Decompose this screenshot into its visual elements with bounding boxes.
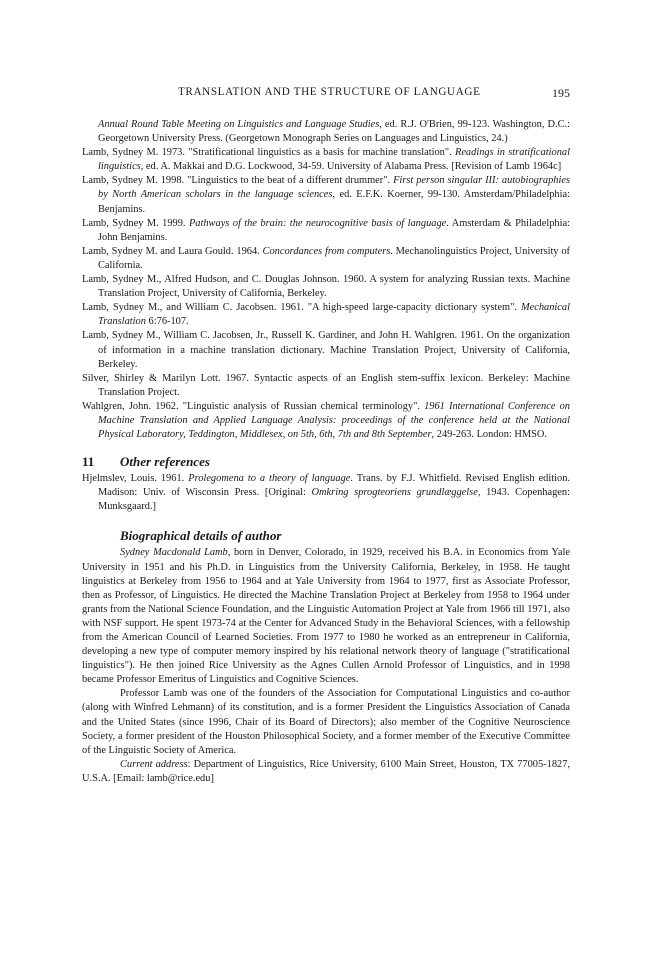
text-run: , ed. E.F.K. Koerner, 99-130. Amsterdam/Philadelphia: Benjamins.: [98, 189, 570, 215]
reference-entry: [82, 245, 570, 273]
page-number: 195: [552, 86, 570, 100]
text-run: Lamb, Sydney M. 1999.: [82, 217, 189, 229]
text-run: Professor Lamb was one of the founders of the Association for Computational Linguistics and co-author (along with Winfred Lehmann) of its constitution, and is a former President the Linguistics Association of Canada and the United States (since 1996, Chair of its Board of Directors); also member of the Cognitive Neuroscience Society, a former president of the Houston Philosophical Society, and a former member of the Executive Committee of the Linguistic Society of America.: [82, 688, 570, 756]
bio-paragraph: [82, 546, 570, 687]
section-heading-other-references: [82, 454, 570, 470]
text-run: Lamb, Sydney M., and William C. Jacobsen. 1961. "A high-speed large-capacity dictionary system".: [82, 302, 521, 314]
other-reference-list: [82, 472, 570, 514]
italic-text: First person singular III: autobiographies by North American scholars in the language sciences: [98, 175, 571, 201]
text-run: Lamb, Sydney M. 1998. "Linguistics to the beat of a different drummer".: [82, 175, 394, 187]
italic-text: Annual Round Table Meeting on Linguistics and Language Studies: [98, 119, 380, 130]
bio-paragraph: [82, 687, 570, 757]
running-head: [82, 86, 570, 108]
text-run: , ed. R.J. O'Brien, 99-123. Washington, D.C.: Georgetown University Press. (Georgetown Monograph Series on Languages and Linguistics, 24.): [98, 119, 570, 145]
italic-text: 1961 International Conference on Machine Translation and Applied Language Analysis: proceedings of the conference held at the National Physical Laboratory, Teddington, Middlesex, on 5th, 6th, 7th and 8th September: [98, 400, 570, 441]
text-run: Lamb, Sydney M. 1973. "Stratificational linguistics as a basis for machine translation".: [82, 147, 455, 159]
text-run: , ed. A. Makkai and D.G. Lockwood, 34-59. University of Alabama Press. [Revision of Lamb 1964c]: [140, 161, 562, 173]
italic-text: Sydney Macdonald Lamb: [120, 547, 228, 559]
italic-text: Current address: [120, 758, 188, 770]
text-run: . Trans. by F.J. Whitfield. Revised English edition. Madison: Univ. of Wisconsin Press. [Original:: [98, 473, 570, 499]
reference-entry: [82, 329, 570, 371]
bio-heading: Biographical details of author: [120, 528, 282, 544]
reference-list: [82, 118, 570, 442]
text-run: Lamb, Sydney M. and Laura Gould. 1964.: [82, 245, 263, 257]
section-number: 11: [82, 454, 95, 470]
reference-entry: [82, 372, 570, 400]
bio-paragraph: [82, 758, 570, 786]
text-run: Lamb, Sydney M., Alfred Hudson, and C. Douglas Johnson. 1960. A system for analyzing Russian texts. Machine Translation Project, University of California, Berkeley.: [82, 274, 570, 300]
reference-entry: [82, 472, 570, 514]
reference-entry: [82, 273, 570, 301]
reference-entry: [82, 146, 570, 174]
text-run: . Amsterdam & Philadelphia: John Benjamins.: [98, 217, 570, 243]
reference-entry: [82, 400, 570, 442]
reference-entry: [82, 174, 570, 216]
italic-text: Concordances from computers: [262, 245, 391, 257]
reference-entry: [82, 301, 570, 329]
reference-entry: [82, 217, 570, 245]
page: [82, 86, 570, 786]
italic-text: Mechanical Translation: [98, 302, 570, 328]
reference-entry: [82, 118, 570, 146]
text-run: Lamb, Sydney M., William C. Jacobsen, Jr., Russell K. Gardiner, and John H. Wahlgren. 1961. On the organization of information in a machine translation dictionary. Machine Translation Project, University of California, Berkeley.: [82, 330, 570, 370]
text-run: . Mechanolinguistics Project, University of California.: [98, 245, 570, 271]
italic-text: Readings in stratificational linguistics: [98, 147, 570, 173]
text-run: , 1943. Copenhagen: Munksgaard.]: [98, 487, 570, 513]
section-title: Other references: [120, 454, 210, 470]
italic-text: Pathways of the brain: the neurocognitive basis of language: [188, 217, 447, 229]
bio-body: [82, 546, 570, 786]
text-run: 6:76-107.: [145, 316, 189, 328]
italic-text: Prolegomena to a theory of language: [188, 473, 351, 485]
text-run: Hjelmslev, Louis. 1961.: [82, 473, 189, 485]
italic-text: Omkring sprogteoriens grundlæggelse: [311, 487, 478, 499]
text-run: Wahlgren, John. 1962. "Linguistic analysis of Russian chemical terminology".: [82, 400, 425, 412]
text-run: : Department of Linguistics, Rice University, 6100 Main Street, Houston, TX 77005-1827, U.S.A. [Email: lamb@rice.edu]: [82, 758, 571, 784]
running-head-title: TRANSLATION AND THE STRUCTURE OF LANGUAGE: [178, 86, 481, 98]
text-run: , 249-263. London: HMSO.: [431, 429, 548, 441]
text-run: , born in Denver, Colorado, in 1929, received his B.A. in Economics from Yale University in 1951 and his Ph.D. in Linguistics from the University California, Berkeley, in 1958. He taught linguistics at Berkeley from 1956 to 1964 and at Yale University from 1964 to 1977, first as Associate Professor, then as Professor, of Linguistics. He directed the Machine Translation Project at Berkeley from 1958 to 1964 under grants from the National Science Foundation, and the Linguistic Automation Project at Yale from 1966 till 1971, also with NSF support. He spent 1973-74 at the Center for Advanced Study in the Behavioral Sciences, with a fellowship from the American Council of Learned Societies. From 1977 to 1980 he worked as an entrepreneur in California, developing a new type of computer memory inspired by his relational network theory of language ("stratificational linguistics"). He then joined Rice University as the Agnes Cullen Arnold Professor of Linguistics, and in 1998 became Professor Emeritus of Linguistics and Cognitive Sciences.: [82, 547, 571, 686]
text-run: Silver, Shirley & Marilyn Lott. 1967. Syntactic aspects of an English stem-suffix lexicon. Berkeley: Machine Translation Project.: [82, 372, 570, 398]
